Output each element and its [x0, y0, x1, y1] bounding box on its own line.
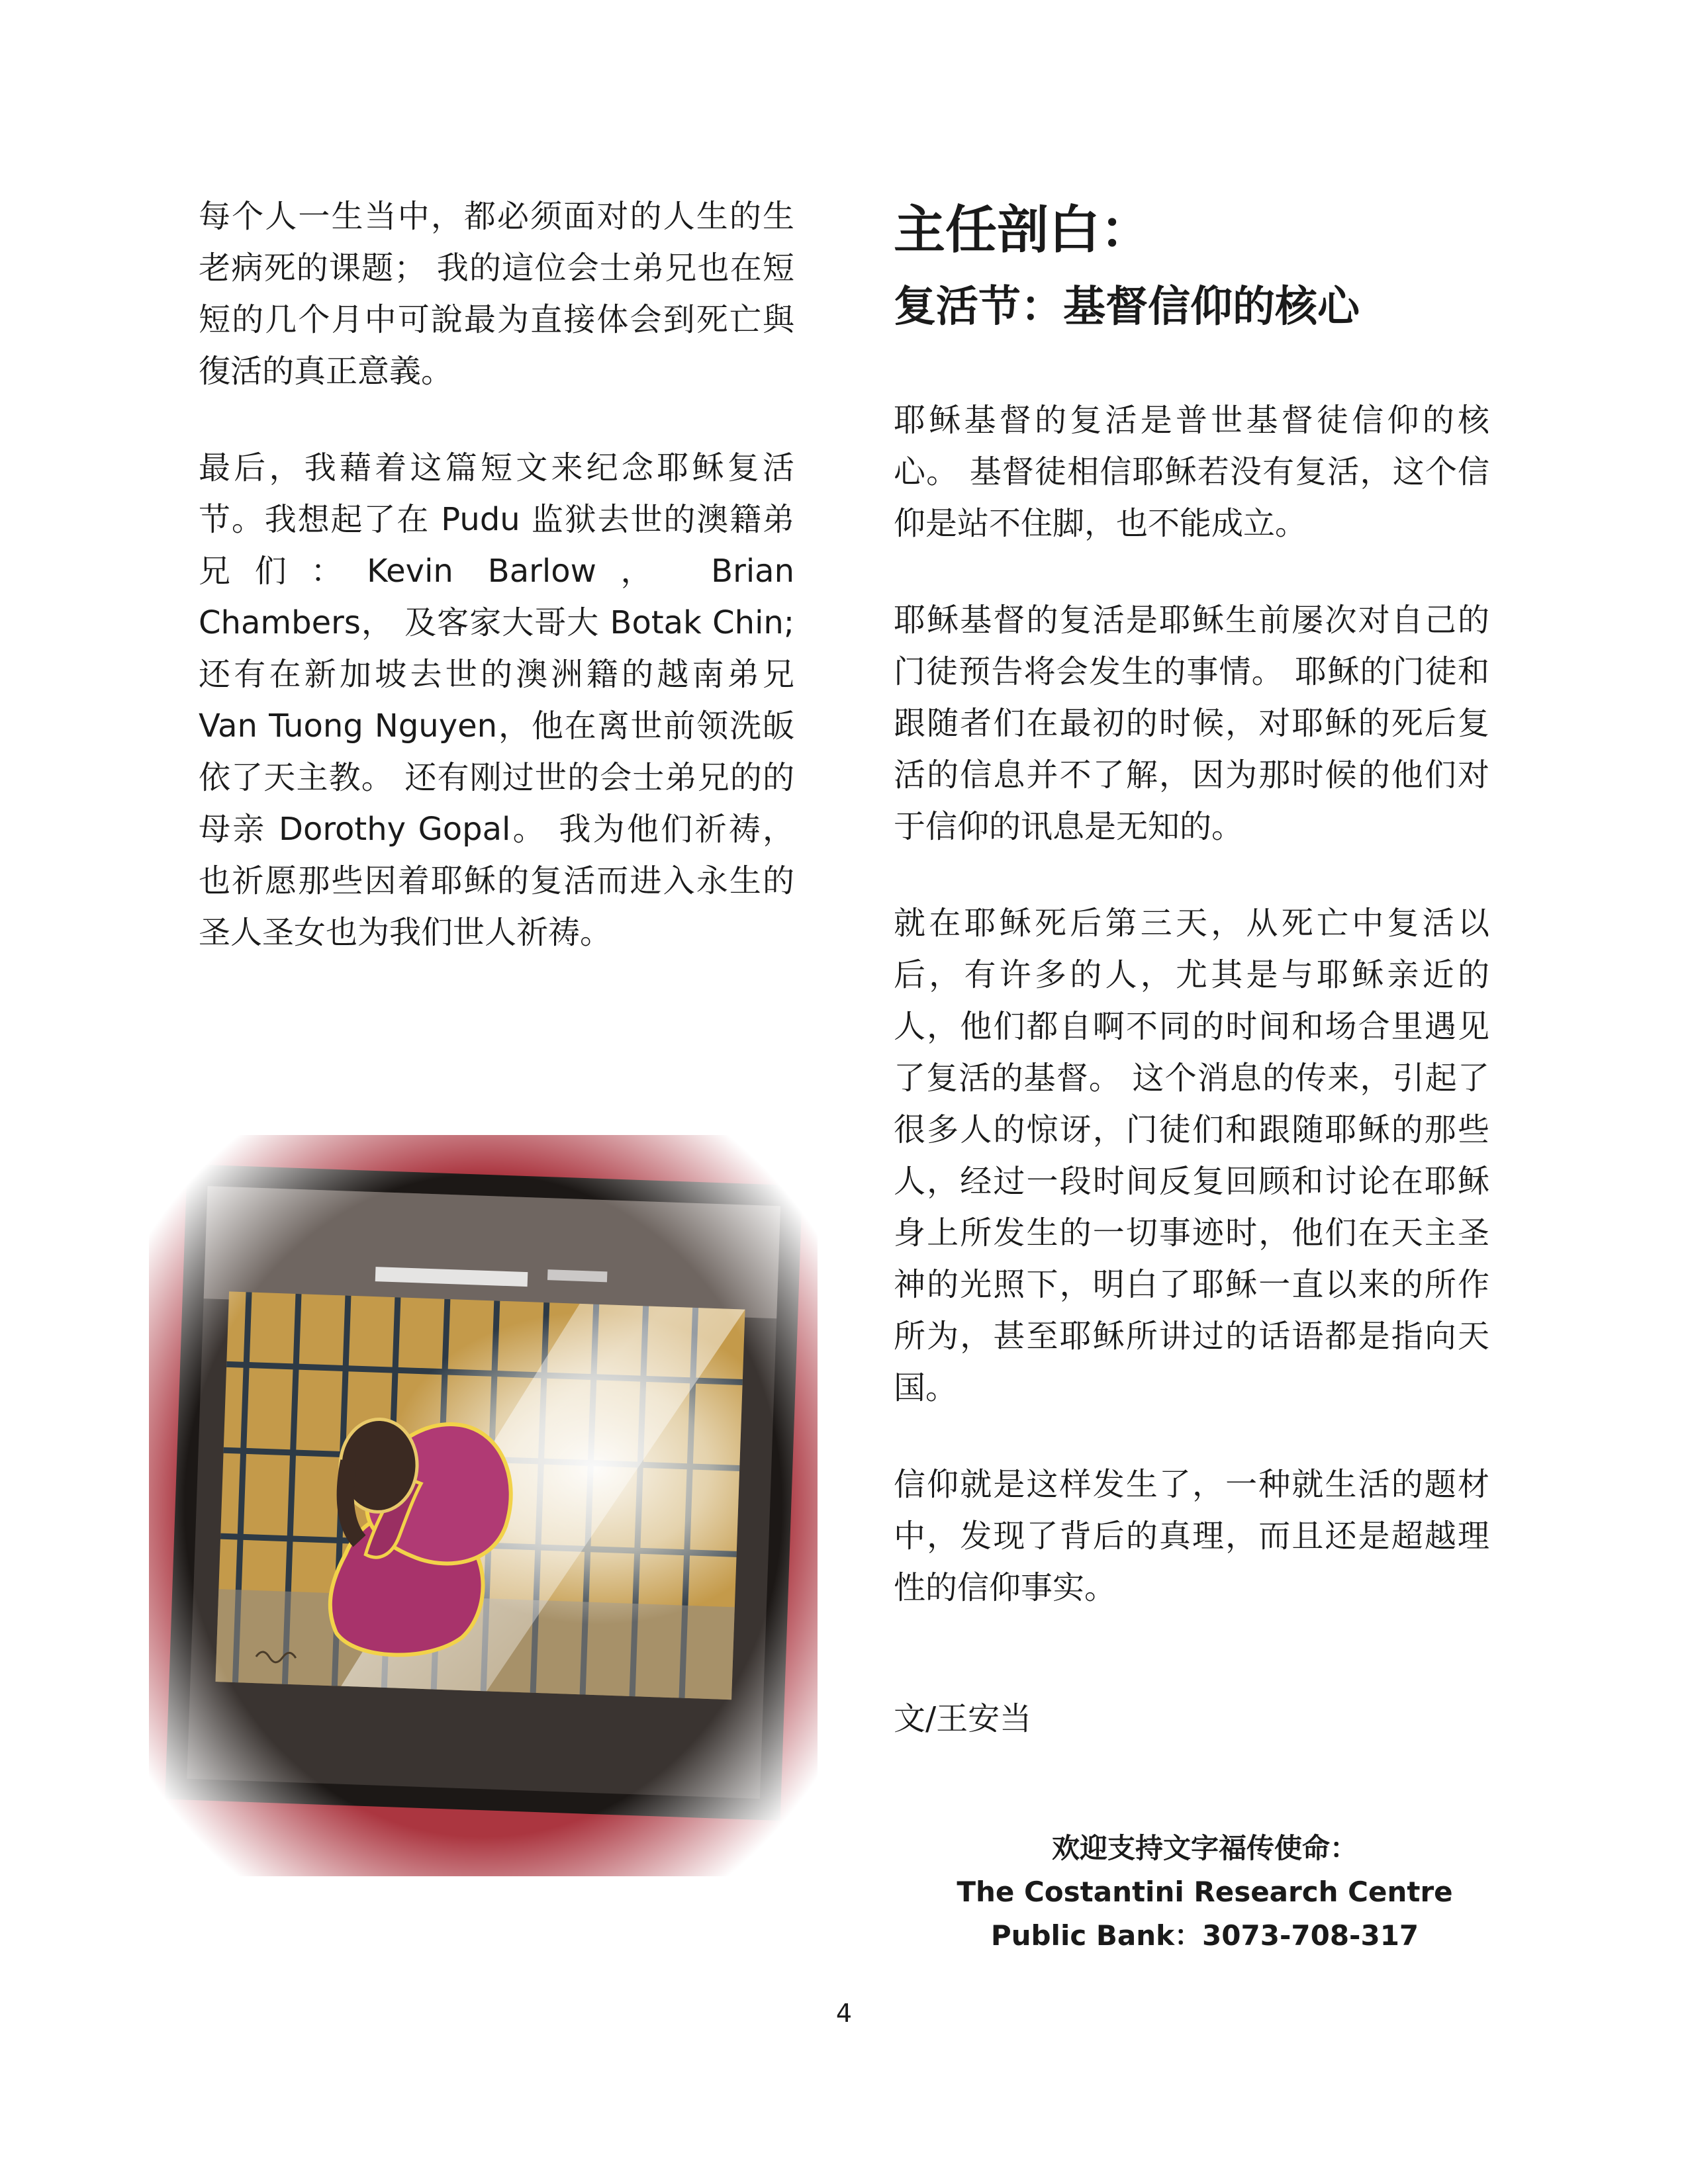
- support-notice: [907, 1827, 1503, 1958]
- framed-painting-image: [149, 1135, 818, 1876]
- right-paragraph-2: 耶稣基督的复活是耶稣生前屡次对自己的门徒预告将会发生的事情。 耶稣的门徒和跟随者们在最初的时候，对耶稣的死后复活的信息并不了解，因为那时候的他们对于信仰的讯息是无知的。: [894, 602, 1489, 845]
- support-notice-title: 欢迎支持文字福传使命：: [1051, 1832, 1358, 1864]
- right-paragraph-4: 信仰就是这样发生了，一种就生活的题材中，发现了背后的真理，而且还是超越理性的信仰事实。: [894, 1466, 1489, 1606]
- author-signature: 文/王安当: [894, 1700, 1032, 1737]
- left-paragraph-1: 每个人一生当中，都必须面对的人生的生老病死的课题； 我的這位会士弟兄也在短短的几个月中可說最为直接体会到死亡與復活的真正意義。: [199, 198, 794, 390]
- right-column: [894, 191, 1489, 1745]
- bank-account: Public Bank：3073-708-317: [990, 1919, 1419, 1952]
- article-heading: 主任剖白：: [894, 201, 1152, 260]
- page-number: 4: [835, 1999, 853, 2028]
- right-paragraph-3: 就在耶稣死后第三天，从死亡中复活以后，有许多的人，尤其是与耶稣亲近的人，他们都自啊不同的时间和场合里遇见了复活的基督。 这个消息的传来，引起了很多人的惊讶，门徒们和跟随耶稣的那些人，经过一段时间反复回顾和讨论在耶稣身上所发生的一切事迹时，他们在天主圣神的光照下，明白了耶稣一直以来的所作所为，甚至耶稣所讲过的话语都是指向天国。: [894, 905, 1489, 1406]
- article-subheading: 复活节：基督信仰的核心: [894, 283, 1360, 332]
- left-column: [199, 191, 794, 1003]
- right-paragraph-1: 耶稣基督的复活是普世基督徒信仰的核心。 基督徒相信耶稣若没有复活，这个信仰是站不住脚，也不能成立。: [894, 402, 1489, 542]
- organization-name: The Costantini Research Centre: [957, 1876, 1453, 1908]
- left-paragraph-2: 最后，我藉着这篇短文来纪念耶稣复活节。我想起了在 Pudu 监狱去世的澳籍弟兄们：Kevin Barlow， Brian Chambers， 及客家大哥大 Botak Chin; 还有在新加坡去世的澳洲籍的越南弟兄 Van Tuong Nguyen，他在离世前领洗皈依了天主教。 还有刚过世的会士弟兄的的母亲 Dorothy Gopal。 我为他们祈祷，也祈愿那些因着耶稣的复活而进入永生的圣人圣女也为我们世人祈祷。: [199, 449, 794, 951]
